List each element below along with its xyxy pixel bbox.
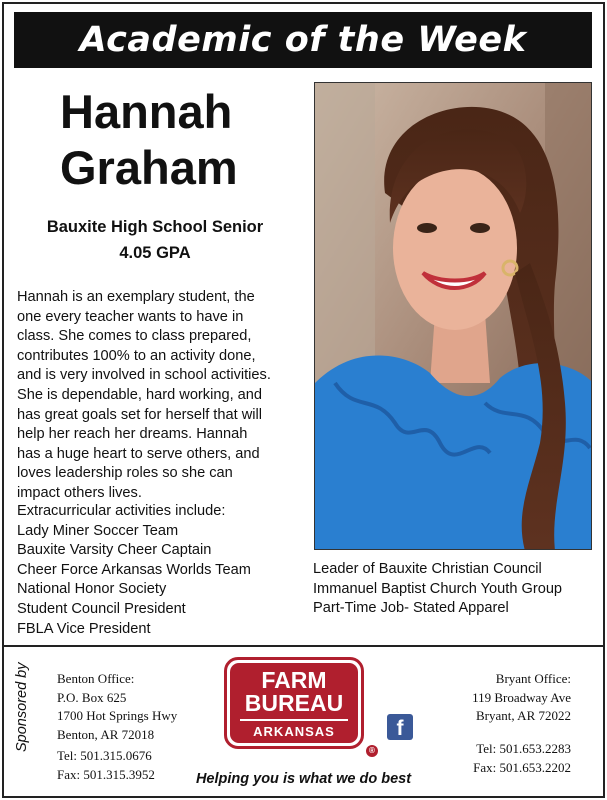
farm-bureau-logo xyxy=(224,657,364,749)
activity-item: National Honor Society xyxy=(17,581,167,598)
office-address-line: 1700 Hot Springs Hwy xyxy=(57,708,178,723)
sponsor-tagline: Helping you is what we do best xyxy=(195,771,412,787)
activity-item: Bauxite Varsity Cheer Captain xyxy=(17,542,212,559)
office-title: Benton Office: xyxy=(57,671,135,686)
section-divider xyxy=(2,645,605,647)
office-address-line: P.O. Box 625 xyxy=(57,689,127,705)
logo-line-arkansas: ARKANSAS xyxy=(253,724,335,739)
activities-intro: Extracurricular activities include: xyxy=(17,503,226,519)
facebook-icon[interactable]: f xyxy=(387,714,413,740)
activities-right xyxy=(313,560,562,619)
office-fax: Fax: 501.653.2202 xyxy=(473,759,571,775)
office-fax: Fax: 501.315.3952 xyxy=(57,766,155,782)
student-first-name: Hannah xyxy=(60,85,233,138)
office-tel: Tel: 501.315.0676 xyxy=(57,748,152,763)
sponsored-by-label: Sponsored by xyxy=(14,662,30,752)
benton-office xyxy=(57,670,177,784)
activities-left xyxy=(17,502,251,639)
activity-item: FBLA Vice President xyxy=(17,620,151,637)
office-title: Bryant Office: xyxy=(495,671,571,686)
student-gpa: 4.05 GPA xyxy=(119,244,191,262)
activity-item: Lady Miner Soccer Team xyxy=(17,522,179,539)
student-name xyxy=(60,84,300,196)
office-tel: Tel: 501.653.2283 xyxy=(476,741,571,756)
student-last-name: Graham xyxy=(60,141,238,194)
bio-text: Hannah is an exemplary student, the one every teacher wants to have in class. She comes to class prepared, contributes 100% to an activity done, and is very involved in school activities. She is dependable, hard working, and has great goals set for herself that will help her reach her dreams. Hannah has a huge heart to serve others, and loves leadership roles so she can impact others lives. xyxy=(17,289,271,501)
student-photo xyxy=(314,82,592,550)
student-school: Bauxite High School Senior xyxy=(46,218,264,236)
office-address-line: 119 Broadway Ave xyxy=(472,689,571,705)
logo-line-bureau: BUREAU xyxy=(244,690,344,716)
activity-item: Cheer Force Arkansas Worlds Team xyxy=(17,561,251,578)
activity-item: Leader of Bauxite Christian Council xyxy=(313,561,542,577)
activity-item: Part-Time Job- Stated Apparel xyxy=(313,600,509,617)
logo-line-farm: FARM xyxy=(261,667,327,693)
student-bio xyxy=(17,288,307,504)
registered-mark-icon: ® xyxy=(366,745,378,757)
activity-item: Student Council President xyxy=(17,600,186,617)
activity-item: Immanuel Baptist Church Youth Group xyxy=(313,580,563,597)
header-banner xyxy=(14,12,592,68)
bryant-office xyxy=(472,670,571,726)
office-address-line: Bryant, AR 72022 xyxy=(476,708,571,723)
page-title: Academic of the Week xyxy=(79,20,527,60)
office-address-line: Benton, AR 72018 xyxy=(57,726,155,742)
